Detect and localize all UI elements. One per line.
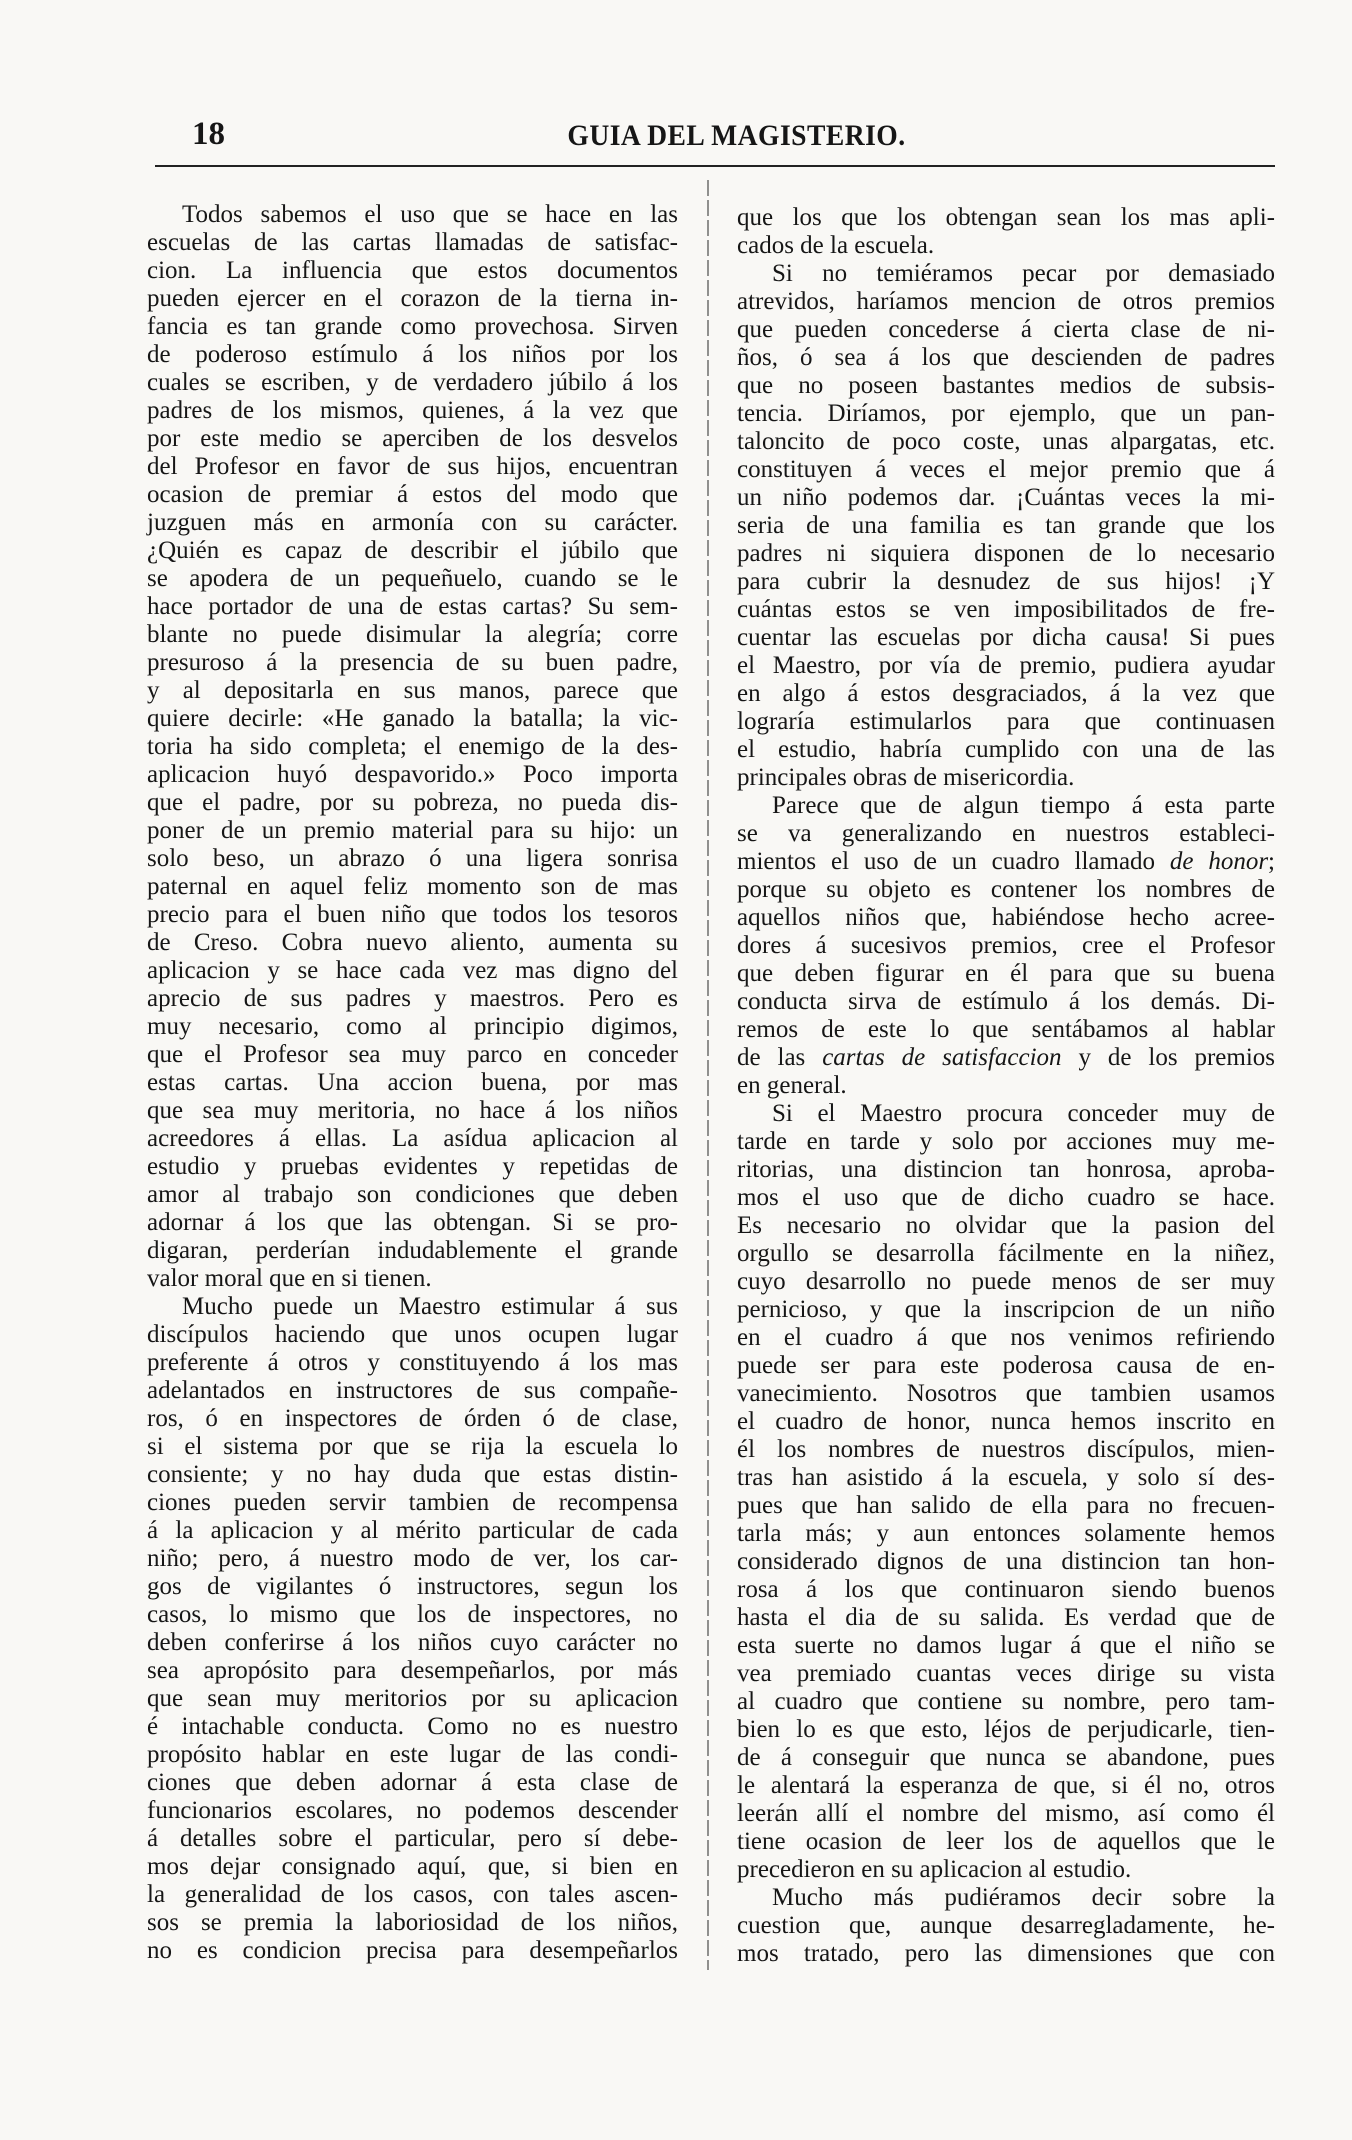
- text-line: á la aplicacion y al mérito particular de cada: [147, 1517, 678, 1544]
- text-line: vanecimiento. Nosotros que tambien usamos: [737, 1380, 1275, 1407]
- text-line: un niño podemos dar. ¡Cuántas veces la mi-: [737, 484, 1275, 511]
- paragraph: [737, 792, 1275, 1100]
- text-line: toria ha sido completa; el enemigo de la des-: [147, 733, 678, 760]
- paragraph: [147, 1293, 678, 1965]
- text-line: preferente á otros y constituyendo á los mas: [147, 1349, 678, 1376]
- paragraph: [737, 260, 1275, 792]
- text-line: precio para el buen niño que todos los tesoros: [147, 901, 678, 928]
- text-line: principales obras de misericordia.: [737, 764, 1075, 791]
- text-line: tras han asistido á la escuela, y solo sí des-: [737, 1464, 1275, 1491]
- text-line: que sean muy meritorios por su aplicacion: [147, 1685, 678, 1712]
- text-line: aplicacion y se hace cada vez mas digno del: [147, 957, 678, 984]
- text-line: poner de un premio material para su hijo: un: [147, 817, 678, 844]
- text-line: que no poseen bastantes medios de subsis-: [737, 372, 1275, 399]
- text-line: bien lo es que esto, léjos de perjudicarle, tien-: [737, 1716, 1275, 1743]
- text-line: mos el uso que de dicho cuadro se hace.: [737, 1184, 1275, 1211]
- text-line: amor al trabajo son condiciones que deben: [147, 1181, 678, 1208]
- text-line: se apodera de un pequeñuelo, cuando se le: [147, 565, 678, 592]
- text-line: aquellos niños que, habiéndose hecho acree-: [737, 904, 1275, 931]
- text-line: cuántas estos se ven imposibilitados de fre-: [737, 596, 1275, 623]
- text-line: Mucho puede un Maestro estimular á sus: [182, 1293, 678, 1320]
- text-line: cuentar las escuelas por dicha causa! Si pues: [737, 624, 1275, 651]
- text-line: Parece que de algun tiempo á esta parte: [772, 792, 1275, 819]
- text-line: niño; pero, á nuestro modo de ver, los car-: [147, 1545, 678, 1572]
- text-line: al cuadro que contiene su nombre, pero tam-: [737, 1688, 1275, 1715]
- text-line: precedieron en su aplicacion al estudio.: [737, 1856, 1132, 1883]
- text-line: en algo á estos desgraciados, á la vez que: [737, 680, 1275, 707]
- text-line: cados de la escuela.: [737, 232, 935, 259]
- column-divider: [707, 180, 709, 1970]
- text-line: el estudio, habría cumplido con una de las: [737, 736, 1275, 763]
- text-line: juzguen más en armonía con su carácter.: [147, 509, 678, 536]
- text-line: considerado dignos de una distincion tan hon-: [737, 1548, 1275, 1575]
- text-line: ritorias, una distincion tan honrosa, aproba-: [737, 1156, 1275, 1183]
- text-line: atrevidos, haríamos mencion de otros premios: [737, 288, 1275, 315]
- text-line: sea apropósito para desempeñarlos, por más: [147, 1657, 678, 1684]
- text-line: estudio y pruebas evidentes y repetidas de: [147, 1153, 678, 1180]
- text-line: deben conferirse á los niños cuyo carácter no: [147, 1629, 678, 1656]
- text-line: rosa á los que continuaron siendo buenos: [737, 1576, 1275, 1603]
- text-line: casos, lo mismo que los de inspectores, no: [147, 1601, 678, 1628]
- text-line: [737, 1044, 1275, 1072]
- text-line: esta suerte no damos lugar á que el niño se: [737, 1632, 1275, 1659]
- text-line: Si el Maestro procura conceder muy de: [772, 1100, 1275, 1127]
- text-line: de á conseguir que nunca se abandone, pues: [737, 1744, 1275, 1771]
- text-line: le alentará la esperanza de que, si él no, otros: [737, 1772, 1275, 1799]
- text-line: Si no temiéramos pecar por demasiado: [772, 260, 1275, 287]
- text-line: tarde en tarde y solo por acciones muy me-: [737, 1128, 1275, 1155]
- text-line: de poderoso estímulo á los niños por los: [147, 341, 678, 368]
- text-line: ños, ó sea á los que descienden de padres: [737, 344, 1275, 371]
- text-line: que sea muy meritoria, no hace á los niños: [147, 1097, 678, 1124]
- text-line: discípulos haciendo que unos ocupen lugar: [147, 1321, 678, 1348]
- text-line: que pueden concederse á cierta clase de ni-: [737, 316, 1275, 343]
- text-line: digaran, perderían indudablemente el grande: [147, 1237, 678, 1264]
- paragraph: [737, 1100, 1275, 1884]
- text-line: orgullo se desarrolla fácilmente en la niñez,: [737, 1240, 1275, 1267]
- text-line: muy necesario, como al principio digimos,: [147, 1013, 678, 1040]
- text-line: para cubrir la desnudez de sus hijos! ¡Y: [737, 568, 1275, 595]
- text-line: fancia es tan grande como provechosa. Sirven: [147, 313, 678, 340]
- text-line: que los que los obtengan sean los mas apli-: [737, 204, 1275, 231]
- text-line: é intachable conducta. Como no es nuestro: [147, 1713, 678, 1740]
- text-line: consiente; y no hay duda que estas distin-: [147, 1461, 678, 1488]
- emphasized-text: cartas de satisfaccion: [822, 1044, 1062, 1071]
- text-line: cuyo desarrollo no puede menos de ser muy: [737, 1268, 1275, 1295]
- text-line: en el cuadro á que nos venimos refiriendo: [737, 1324, 1275, 1351]
- text-line: de Creso. Cobra nuevo aliento, aumenta su: [147, 929, 678, 956]
- page-number: 18: [192, 116, 225, 152]
- text-line: tarla más; y aun entonces solamente hemos: [737, 1520, 1275, 1547]
- text-line: si el sistema por que se rija la escuela lo: [147, 1433, 678, 1460]
- text-line: acreedores á ellas. La asídua aplicacion al: [147, 1125, 678, 1152]
- running-title: GUIA DEL MAGISTERIO.: [567, 119, 906, 152]
- text-run: y de los premios: [1061, 1044, 1275, 1071]
- text-line: lograría estimularlos para que continuasen: [737, 708, 1275, 735]
- text-line: solo beso, un abrazo ó una ligera sonrisa: [147, 845, 678, 872]
- text-column-right: [737, 204, 1275, 1968]
- text-line: el Maestro, por vía de premio, pudiera ayudar: [737, 652, 1275, 679]
- text-line: que deben figurar en él para que su buena: [737, 960, 1275, 987]
- paragraph: [147, 201, 678, 1293]
- text-line: adelantados en instructores de sus compañe-: [147, 1377, 678, 1404]
- text-line: que el Profesor sea muy parco en conceder: [147, 1041, 678, 1068]
- text-line: ciones que deben adornar á esta clase de: [147, 1769, 678, 1796]
- text-line: se va generalizando en nuestros estableci-: [737, 820, 1275, 847]
- text-line: escuelas de las cartas llamadas de satisfac-: [147, 229, 678, 256]
- text-line: el cuadro de honor, nunca hemos inscrito en: [737, 1408, 1275, 1435]
- text-line: Todos sabemos el uso que se hace en las: [182, 201, 678, 228]
- text-line: pernicioso, y que la inscripcion de un niño: [737, 1296, 1275, 1323]
- text-line: hasta el dia de su salida. Es verdad que de: [737, 1604, 1275, 1631]
- text-line: aplicacion huyó despavorido.» Poco importa: [147, 761, 678, 788]
- text-line: él los nombres de nuestros discípulos, mien-: [737, 1436, 1275, 1463]
- text-line: del Profesor en favor de sus hijos, encuentran: [147, 453, 678, 480]
- text-line: taloncito de poco coste, unas alpargatas, etc.: [737, 428, 1275, 455]
- text-line: [737, 848, 1275, 876]
- text-line: blante no puede disimular la alegría; corre: [147, 621, 678, 648]
- text-run: ;: [1268, 848, 1275, 875]
- text-line: tiene ocasion de leer los de aquellos que le: [737, 1828, 1275, 1855]
- text-line: conducta sirva de estímulo á los demás. Di-: [737, 988, 1275, 1015]
- text-line: seria de una familia es tan grande que los: [737, 512, 1275, 539]
- text-line: ¿Quién es capaz de describir el júbilo que: [147, 537, 678, 564]
- text-line: estas cartas. Una accion buena, por mas: [147, 1069, 678, 1096]
- text-line: ocasion de premiar á estos del modo que: [147, 481, 678, 508]
- text-line: puede ser para este poderosa causa de en-: [737, 1352, 1275, 1379]
- text-line: constituyen á veces el mejor premio que á: [737, 456, 1275, 483]
- text-line: ciones pueden servir tambien de recompensa: [147, 1489, 678, 1516]
- header-rule: [155, 165, 1275, 167]
- text-line: ros, ó en inspectores de órden ó de clase,: [147, 1405, 678, 1432]
- text-run: de las: [737, 1044, 823, 1071]
- text-line: padres de los mismos, quienes, á la vez que: [147, 397, 678, 424]
- text-line: funcionarios escolares, no podemos descender: [147, 1797, 678, 1824]
- text-line: propósito hablar en este lugar de las condi-: [147, 1741, 678, 1768]
- text-line: por este medio se aperciben de los desvelos: [147, 425, 678, 452]
- text-line: cuales se escriben, y de verdadero júbilo á los: [147, 369, 678, 396]
- text-line: cuestion que, aunque desarregladamente, he-: [737, 1912, 1275, 1939]
- text-line: pues que han salido de ella para no frecuen-: [737, 1492, 1275, 1519]
- text-line: y al depositarla en sus manos, parece que: [147, 677, 678, 704]
- text-line: quiere decirle: «He ganado la batalla; la vic-: [147, 705, 678, 732]
- text-line: á detalles sobre el particular, pero sí debe-: [147, 1825, 678, 1852]
- text-line: presuroso á la presencia de su buen padre,: [147, 649, 678, 676]
- text-line: sos se premia la laboriosidad de los niños,: [147, 1909, 678, 1936]
- text-line: mos tratado, pero las dimensiones que con: [737, 1940, 1275, 1967]
- text-line: paternal en aquel feliz momento son de mas: [147, 873, 678, 900]
- emphasized-text: de honor: [1169, 848, 1269, 875]
- text-line: Es necesario no olvidar que la pasion del: [737, 1212, 1275, 1239]
- text-line: gos de vigilantes ó instructores, segun los: [147, 1573, 678, 1600]
- text-line: adornar á los que las obtengan. Si se pro-: [147, 1209, 678, 1236]
- text-line: valor moral que en si tienen.: [147, 1265, 432, 1292]
- text-line: leerán allí el nombre del mismo, así como él: [737, 1800, 1275, 1827]
- text-line: vea premiado cuantas veces dirige su vista: [737, 1660, 1275, 1687]
- text-line: pueden ejercer en el corazon de la tierna in-: [147, 285, 678, 312]
- text-line: mos dejar consignado aquí, que, si bien en: [147, 1853, 678, 1880]
- text-line: la generalidad de los casos, con tales ascen-: [147, 1881, 678, 1908]
- text-line: tencia. Diríamos, por ejemplo, que un pan-: [737, 400, 1275, 427]
- text-line: no es condicion precisa para desempeñarlos: [147, 1937, 678, 1964]
- text-run: mientos el uso de un cuadro llamado: [737, 848, 1170, 875]
- text-line: en general.: [737, 1072, 847, 1099]
- paragraph: [737, 1884, 1275, 1968]
- text-line: padres ni siquiera disponen de lo necesario: [737, 540, 1275, 567]
- text-line: cion. La influencia que estos documentos: [147, 257, 678, 284]
- text-line: porque su objeto es contener los nombres de: [737, 876, 1275, 903]
- text-column-left: [147, 201, 678, 1965]
- text-line: Mucho más pudiéramos decir sobre la: [772, 1884, 1275, 1911]
- text-line: aprecio de sus padres y maestros. Pero es: [147, 985, 678, 1012]
- text-line: que el padre, por su pobreza, no pueda dis-: [147, 789, 678, 816]
- text-line: remos de este lo que sentábamos al hablar: [737, 1016, 1275, 1043]
- text-line: dores á sucesivos premios, cree el Profesor: [737, 932, 1275, 959]
- text-line: hace portador de una de estas cartas? Su sem-: [147, 593, 678, 620]
- paragraph: [737, 204, 1275, 260]
